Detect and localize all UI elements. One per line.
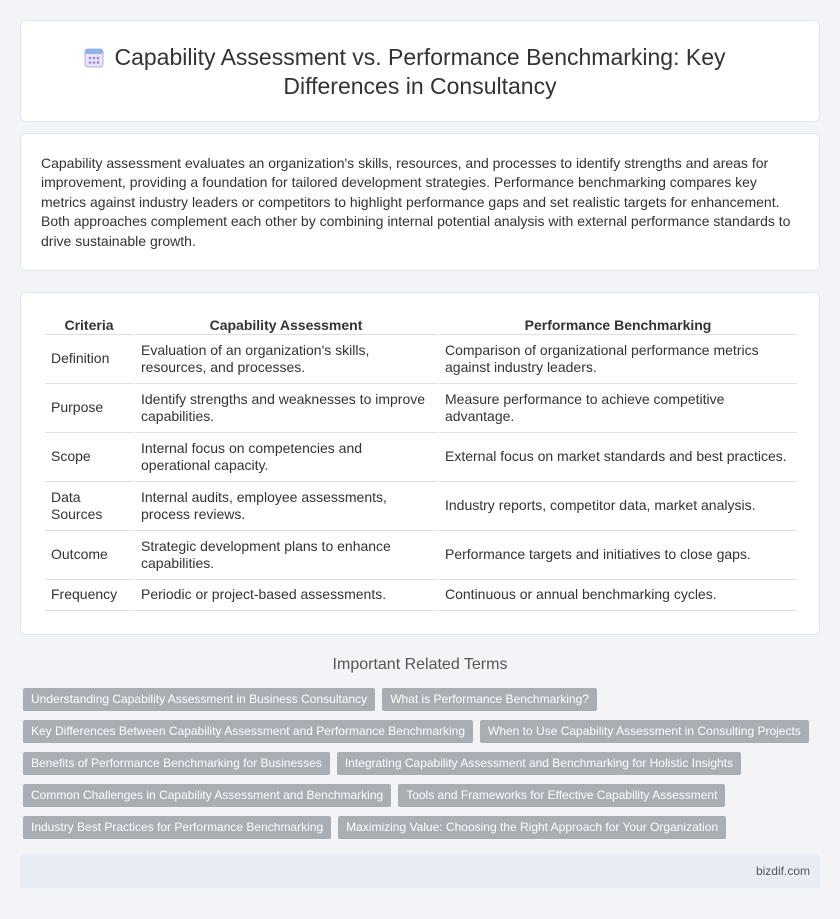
header-capability: Capability Assessment [135, 313, 437, 335]
related-term-tag[interactable]: Integrating Capability Assessment and Benchmarking for Holistic Insights [337, 752, 741, 775]
related-terms-list [23, 688, 823, 848]
related-term-tag[interactable]: What is Performance Benchmarking? [382, 688, 597, 711]
comparison-table-card [20, 292, 820, 635]
row-capability: Periodic or project-based assessments. [135, 580, 437, 611]
table-row [45, 580, 797, 611]
page-title: Capability Assessment vs. Performance Benchmarking: Key Differences in Consultancy [114, 44, 726, 99]
row-benchmarking: Measure performance to achieve competitive advantage. [439, 384, 797, 433]
comparison-table [43, 313, 799, 611]
related-term-tag[interactable]: Benefits of Performance Benchmarking for Businesses [23, 752, 330, 775]
footer-brand[interactable]: bizdif.com [755, 864, 810, 878]
row-capability: Evaluation of an organization's skills, resources, and processes. [135, 335, 437, 384]
table-row [45, 433, 797, 482]
header-benchmarking: Performance Benchmarking [439, 313, 797, 335]
row-benchmarking: Industry reports, competitor data, market analysis. [439, 482, 797, 531]
related-terms-title: Important Related Terms [332, 656, 508, 673]
related-term-tag[interactable]: Maximizing Value: Choosing the Right Approach for Your Organization [338, 816, 726, 839]
row-benchmarking: Performance targets and initiatives to close gaps. [439, 531, 797, 580]
row-criteria: Data Sources [45, 482, 133, 531]
table-row [45, 384, 797, 433]
row-capability: Identify strengths and weaknesses to improve capabilities. [135, 384, 437, 433]
table-header-row [45, 313, 797, 335]
related-term-tag[interactable]: Tools and Frameworks for Effective Capability Assessment [398, 784, 725, 807]
row-criteria: Outcome [45, 531, 133, 580]
table-row [45, 482, 797, 531]
row-benchmarking: Comparison of organizational performance metrics against industry leaders. [439, 335, 797, 384]
row-capability: Strategic development plans to enhance capabilities. [135, 531, 437, 580]
header-criteria: Criteria [45, 313, 133, 335]
row-criteria: Purpose [45, 384, 133, 433]
row-criteria: Frequency [45, 580, 133, 611]
footer [20, 854, 820, 888]
related-term-tag[interactable]: Industry Best Practices for Performance Benchmarking [23, 816, 331, 839]
related-term-tag[interactable]: When to Use Capability Assessment in Consulting Projects [480, 720, 809, 743]
row-benchmarking: External focus on market standards and best practices. [439, 433, 797, 482]
related-term-tag[interactable]: Understanding Capability Assessment in Business Consultancy [23, 688, 375, 711]
row-benchmarking: Continuous or annual benchmarking cycles. [439, 580, 797, 611]
row-criteria: Definition [45, 335, 133, 384]
row-capability: Internal audits, employee assessments, process reviews. [135, 482, 437, 531]
related-term-tag[interactable]: Common Challenges in Capability Assessment and Benchmarking [23, 784, 391, 807]
intro-card [20, 133, 820, 271]
header-card [20, 20, 820, 122]
row-capability: Internal focus on competencies and operational capacity. [135, 433, 437, 482]
table-row [45, 531, 797, 580]
intro-text: Capability assessment evaluates an organization's skills, resources, and processes to identify strengths and areas for improvement, providing a foundation for tailored development strategies. Performance benchmarking compares key metrics against industry leaders or competitors to highlight performance gaps and set realistic targets for enhancement. Both approaches complement each other by combining internal potential analysis with external performance standards to drive sustainable growth. [41, 155, 791, 249]
table-row [45, 335, 797, 384]
related-term-tag[interactable]: Key Differences Between Capability Assessment and Performance Benchmarking [23, 720, 473, 743]
row-criteria: Scope [45, 433, 133, 482]
